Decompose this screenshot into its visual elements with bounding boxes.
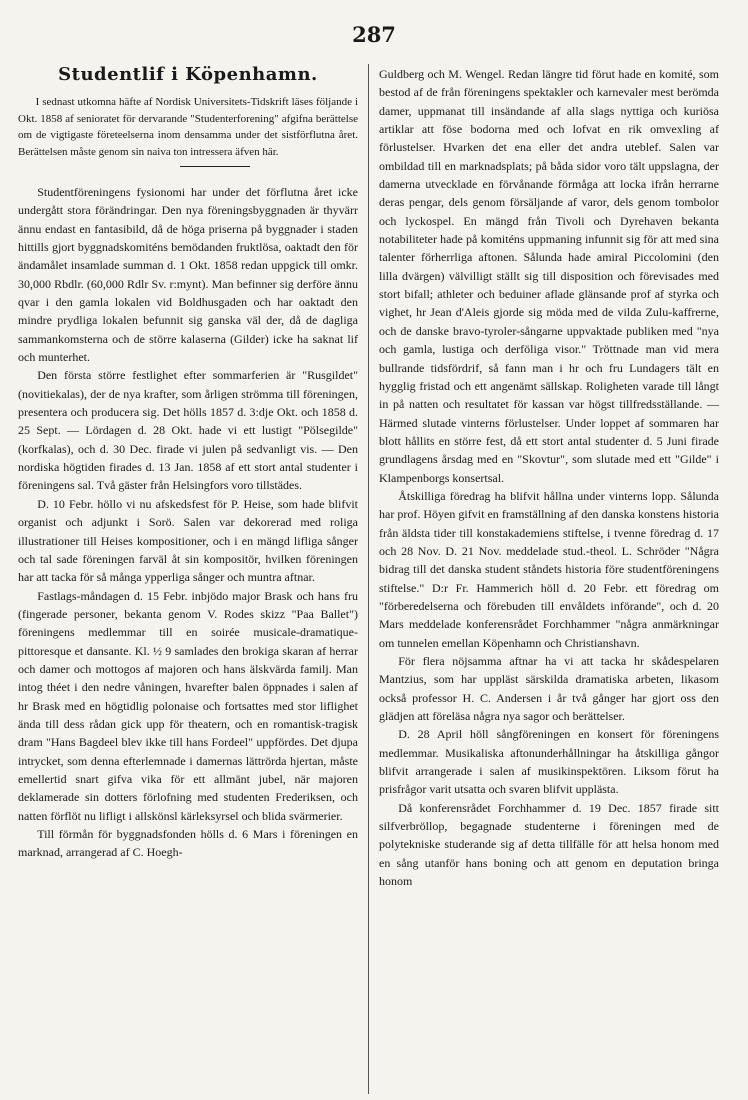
left-column	[18, 64, 358, 862]
paragraph: Fastlags-måndagen d. 15 Febr. inbjödo major Brask och hans fru (fingerade personer, bekanta genom V. Rodes skizz "Paa Ballet") föreningens medlemmar till en soirée musicale-dramatique-pittoresque et dansante. Kl. ½ 9 samlades den brokiga skaran af herrar och damer och mottogos af majoren och hans älskvärda familj. Man intog théet i den nedre våningen, hvarefter balen öppnades i salen af hr Brask med en högtidlig polonaise och fortsattes med stor liflighet ända till dess rådan gick upp för theatern, och en romantisk-tragisk dram "Hans Bagdeel blev ikke till hans Fordeel" uppfördes. Det djupa intrycket, som denna efterlemnade i damernas lättrörda hjertan, måste emellertid snart gifva vika för ett allmänt jubel, när majoren deklamerade sin dotters förlofning med studenten Frederiksen, och natten förflöt nu lifligt i allskönsl kärleksyrsel och blida svärmerier.	[18, 588, 358, 823]
paragraph: Den första större festlighet efter sommarferien är "Rusgildet" (novitiekalas), der de nya krafter, som årligen strömma till föreningen, presentera och producera sig. Det hölls 1857 d. 3:dje Okt. och 1858 d. 25 Sept. — Lördagen d. 28 Okt. hade vi ett lustigt "Pölsegilde" (korfkalas), och d. 30 Dec. firade vi julen på sedvanligt vis. — Den nordiska högtiden firades d. 13 Jan. 1858 af ett stort antal studenter i föreningens sal. Två gäster från Helsingfors voro tillstädes.	[18, 368, 358, 493]
paragraph: För flera nöjsamma aftnar ha vi att tacka hr skådespelaren Mantzius, som har uppläst särskilda dramatiska arbeten, likasom också professor H. C. Andersen i år två gånger har gjort oss den glädjen att föreläsa några nya sagor och berättelser.	[379, 654, 719, 724]
paragraph: Då konferensrådet Forchhammer d. 19 Dec. 1857 firade sitt silfverbröllop, begagnade studenterne i föreningen med de polytekniske studerande sig af detta tillfälle för att helsa honom med en sång utanför hans boning och att genom en deputation bringa honom	[379, 800, 719, 889]
article-title: Studentlif i Köpenhamn.	[58, 64, 318, 85]
column-divider	[368, 64, 369, 1094]
paragraph: Studentföreningens fysionomi har under det förflutna året icke undergått stora förändringar. Den nya föreningsbyggnaden är thyvärr ännu endast en fantasibild, då de höga priserna på byggnader i staden hittills gjort byggnadskomiténs bemödanden fruktlösa, oaktadt den för ändamålet insamlade summan d. 1 Okt. 1858 redan uppgick till omkr. 30,000 Rbdlr. (60,000 Rdlr Sv. r:mynt). Man befinner sig derföre ännu qvar i den gamla lokalen vid Boldhusgaden och har oaktadt den mindre prydliga lokalen befunnit sig ganska väl der, då de dagliga sammankomsterna och de större kalaserna (Gilder) icke ha saknat lif och munterhet.	[18, 184, 358, 365]
paragraph: D. 10 Febr. höllo vi nu afskedsfest för P. Heise, som hade blifvit organist och adjunkt i Sorö. Salen var dekorerad med roliga illustrationer till Heises kompositioner, och i en mängd lifliga sånger och tal sade föreningen farväl åt sin kompositör, hvilken föreningen har att tacka för så många ypperliga sånger och muntra aftnar.	[18, 496, 358, 585]
paragraph: Guldberg och M. Wengel. Redan längre tid förut hade en komité, som bestod af de från föreningens spektakler och karnevaler mest berömda damer, uppmanat till insändande af alla slags nyttiga och kuriösa artiklar att föse bodorna med och lofvat en rik omvexling af förlustelser. Hvarken det ena eller det andra uteblef. Salen var ombildad till en marknadsplats; på båda sidor voro tält uppslagna, der damerna utvecklade en förvånande förmåga att locka ifrån herrarne deras pengar, dels genom försäljande af varor, dels genom tombolor och lyckospel. En mängd från Tivoli och Dyrehaven bekanta notabiliteter hade på komiténs uppmaning infunnit sig för att med sina talenter förherrliga aftonen. Sålunda hade amiral Piccolomini (den lilla dvärgen) välvilligt ställt sig till disposition och förevisades med stort bifall; athleter och beduiner aflade glänsande prof af styrka och vighet, hr Jean d'Aleis gjorde sig möda med de vilda Zulu-kaffrerne, och de danske bravo-tyroler-sångarne uppvaktade publiken med "nya och gamla, lustiga och derföliga visor." Tröttnade man vid mera bullrande tidsfördrif, så fann man i hr och fru Lundagers tält en hygglig fristad och ett angenämt sällskap. Roligheten varade till långt in på natten och resultatet för kassan var högst tillfredsställande. — Härmed slutade vinterns förlustelser. Under loppet af sommaren har blott hållits en större fest, då ett stort antal studenter d. 5 Juni firade grundlagens årsdag med en "Skovtur", som slutade med ett "Gilde" i Klampenborgs konsertsal.	[379, 67, 719, 485]
intro-paragraph: I sednast utkomna häfte af Nordisk Universitets-Tidskrift läses följande i Okt. 1858 af senioratet för dervarande "Studenterforening" afgifna berättelse om de vigtigaste företeelserna inom densamma under det sistförflutna året. Berättelsen måste genom sin naiva ton intressera äfven här.	[18, 96, 358, 158]
page-number: 287	[352, 22, 396, 47]
paragraph: D. 28 April höll sångföreningen en konsert för föreningens medlemmar. Musikaliska aftonunderhållningar ha åtskilliga gångor blifvit arrangerade i salen af musikinspektören. Liksom förut ha prisfrågor varit utsatta och svaren blifvit upplästa.	[379, 727, 719, 797]
paragraph: Till förmån för byggnadsfonden hölls d. 6 Mars i föreningen en marknad, arrangerad af C. Hoegh-	[18, 827, 358, 860]
right-column	[379, 65, 719, 890]
paragraph: Åtskilliga föredrag ha blifvit hållna under vinterns lopp. Sålunda har prof. Höyen gifvit en framställning af den danska konstens historia från äldsta tider till konstakademiens stiftelse, i tvenne föredrag d. 17 och 28 Nov. D. 21 Nov. meddelade stud.-theol. L. Schröder "Några bidrag till det danska student ståndets historia före studentföreningens stiftelse." D:r Fr. Hammerich höll d. 20 Febr. ett föredrag om "förberedelserna och förebuden till envåldets införande", och d. 20 Mars meddelade konferensrådet Forchhammer "några anmärkningar om tunnelen emellan Köpenhamn och Christianshavn.	[379, 488, 719, 650]
section-divider	[180, 166, 250, 167]
